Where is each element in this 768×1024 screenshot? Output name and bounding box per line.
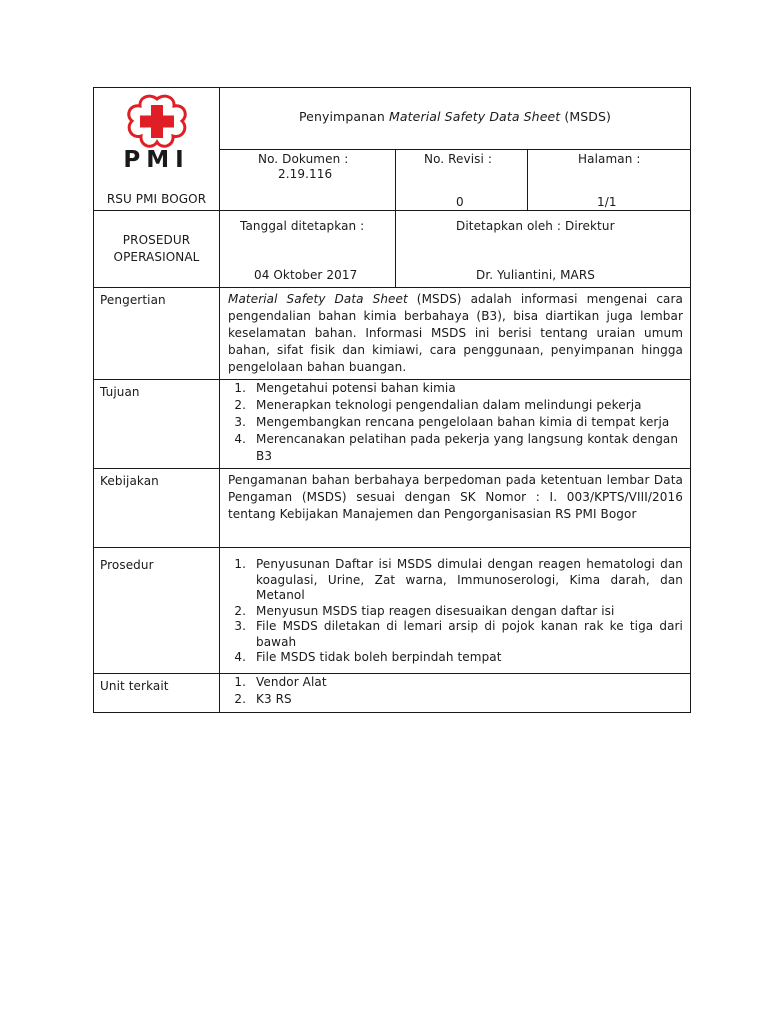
pengertian-text: (MSDS) adalah informasi mengenai cara pengendalian bahan kimia berbahaya (B3), bisa diartikan juga lembar keselamatan bahan. Informasi MSDS ini berisi tentang uraian umum bahan, sifat fisik dan kimiawi, cara penggunaan, penyimpanan hingga pengelolaan bahan buangan. [228, 292, 683, 374]
halaman-value: 1/1 [597, 195, 617, 209]
ditetapkan-cell [396, 211, 691, 288]
sop-table [93, 87, 691, 713]
document-title-cell [220, 88, 691, 150]
list-item: 4. Merencanakan pelatihan pada pekerja yang langsung kontak dengan B3 [250, 431, 683, 465]
sop-document [93, 87, 690, 713]
prosedur-label-cell [94, 548, 220, 674]
kebijakan-content [220, 469, 691, 548]
ditetapkan-value: Dr. Yuliantini, MARS [476, 268, 596, 282]
halaman-label: Halaman : [578, 152, 641, 166]
ditetapkan-label: Ditetapkan oleh : Direktur [456, 219, 615, 233]
org-logo-cell [94, 88, 220, 211]
tujuan-label: Tujuan [100, 385, 140, 399]
unit-terkait-list [228, 674, 683, 708]
unit-terkait-label-cell [94, 674, 220, 713]
list-item: 3. File MSDS diletakan di lemari arsip di pojok kanan rak ke tiga dari bawah [250, 619, 683, 650]
unit-terkait-content [220, 674, 691, 713]
procedure-type: PROSEDUR OPERASIONAL [113, 233, 200, 264]
list-item: 1. Mengetahui potensi bahan kimia [250, 380, 683, 397]
no-revisi-cell [396, 150, 528, 211]
list-item: 2. Menyusun MSDS tiap reagen disesuaikan dengan daftar isi [250, 604, 683, 620]
no-revisi-value: 0 [456, 195, 464, 209]
tanggal-cell [220, 211, 396, 288]
org-logo-text: PMI [123, 147, 190, 173]
list-item: 4. File MSDS tidak boleh berpindah tempat [250, 650, 683, 666]
org-name: RSU PMI BOGOR [106, 192, 207, 206]
tujuan-label-cell [94, 380, 220, 469]
halaman-cell [528, 150, 691, 211]
document-title: Penyimpanan Material Safety Data Sheet (MSDS) [298, 109, 612, 124]
tujuan-list [228, 380, 683, 465]
pengertian-italic-lead: Material Safety Data Sheet [228, 292, 408, 306]
no-revisi-label: No. Revisi : [424, 152, 492, 166]
list-item: 1. Penyusunan Daftar isi MSDS dimulai dengan reagen hematologi dan koagulasi, Urine, Zat warna, Immunoserologi, Kima darah, dan Metanol [250, 557, 683, 604]
list-item: 2. Menerapkan teknologi pengendalian dalam melindungi pekerja [250, 397, 683, 414]
pmi-flower-logo-icon [126, 94, 188, 150]
list-item: 1. Vendor Alat [250, 674, 683, 691]
kebijakan-label: Kebijakan [100, 474, 159, 488]
no-dokumen-value: 2.19.116 [278, 167, 333, 181]
tanggal-label: Tanggal ditetapkan : [240, 219, 365, 233]
list-item: 2. K3 RS [250, 691, 683, 708]
prosedur-content [220, 548, 691, 674]
unit-terkait-label: Unit terkait [100, 679, 169, 693]
pengertian-label: Pengertian [100, 293, 166, 307]
no-dokumen-cell [220, 150, 396, 211]
no-dokumen-label: No. Dokumen : [258, 152, 349, 166]
kebijakan-label-cell [94, 469, 220, 548]
prosedur-list [228, 557, 683, 666]
tanggal-value: 04 Oktober 2017 [254, 268, 358, 282]
procedure-type-cell [94, 211, 220, 288]
tujuan-content [220, 380, 691, 469]
pengertian-label-cell [94, 288, 220, 380]
pengertian-content [220, 288, 691, 380]
kebijakan-text: Pengamanan bahan berbahaya berpedoman pada ketentuan lembar Data Pengaman (MSDS) sesuai dengan SK Nomor : I. 003/KPTS/VIII/2016 tentang Kebijakan Manajemen dan Pengorganisasian RS PMI Bogor [228, 473, 683, 521]
list-item: 3. Mengembangkan rencana pengelolaan bahan kimia di tempat kerja [250, 414, 683, 431]
prosedur-label: Prosedur [100, 558, 154, 572]
